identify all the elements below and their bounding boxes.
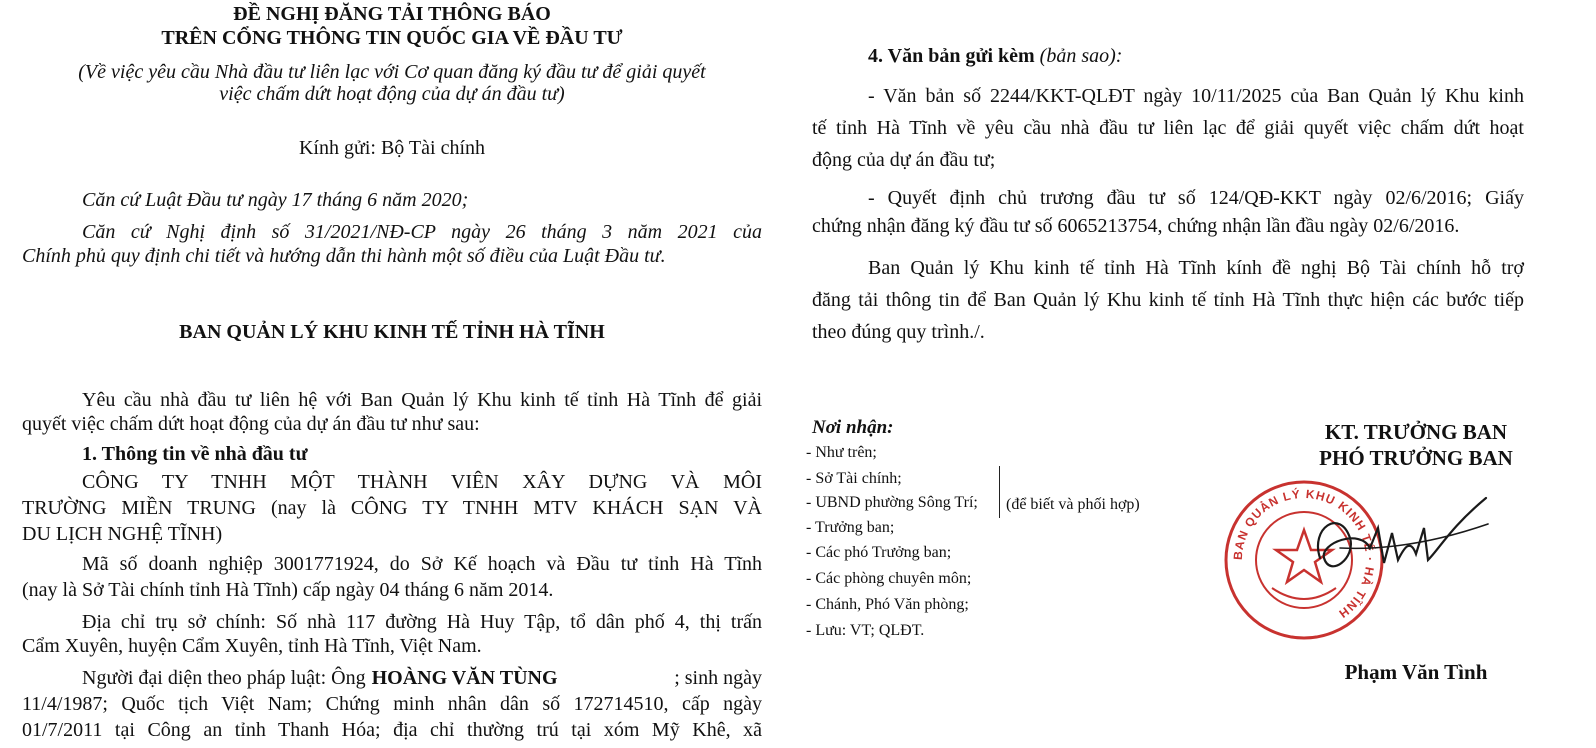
recipient-item: - Lưu: VT; QLĐT. bbox=[806, 622, 925, 639]
address-line-1: Địa chỉ trụ sở chính: Số nhà 117 đường Hà Huy Tập, tổ dân phố 4, thị trấn bbox=[82, 611, 762, 633]
recipient-item: - Như trên; bbox=[806, 444, 877, 461]
recipients-title: Nơi nhận: bbox=[812, 417, 894, 438]
company-line-1: CÔNG TY TNHH MỘT THÀNH VIÊN XÂY DỰNG VÀ MÔI bbox=[82, 471, 762, 493]
signature-title-2: PHÓ TRƯỞNG BAN bbox=[1319, 446, 1513, 470]
header-title-2: TRÊN CỔNG THÔNG TIN QUỐC GIA VỀ ĐẦU TƯ bbox=[161, 27, 623, 49]
representative-line-1 bbox=[82, 666, 762, 690]
bracket-note: (để biết và phối hợp) bbox=[1006, 496, 1140, 513]
intro-line-1: Yêu cầu nhà đầu tư liên hệ với Ban Quản lý Khu kinh tế tỉnh Hà Tĩnh để giải bbox=[82, 389, 762, 411]
handwritten-signature bbox=[1300, 488, 1490, 598]
subtitle-line-2: việc chấm dứt hoạt động của dự án đầu tư) bbox=[219, 83, 565, 105]
rep-suffix: ; sinh ngày bbox=[674, 667, 762, 689]
recipient-item: - Chánh, Phó Văn phòng; bbox=[806, 596, 969, 613]
attachment-2-line-1: - Quyết định chủ trương đầu tư số 124/QĐ-KKT ngày 02/6/2016; Giấy bbox=[868, 187, 1524, 209]
issuer-title: BAN QUẢN LÝ KHU KINH TẾ TỈNH HÀ TĨNH bbox=[179, 321, 605, 343]
header-title-1: ĐỀ NGHỊ ĐĂNG TẢI THÔNG BÁO bbox=[233, 3, 551, 25]
recipient-item: - Các phó Trưởng ban; bbox=[806, 544, 952, 561]
address-line-2: Cẩm Xuyên, huyện Cẩm Xuyên, tỉnh Hà Tĩnh, Việt Nam. bbox=[22, 635, 482, 657]
recipients-bracket bbox=[999, 466, 1006, 518]
rep-name: HOÀNG VĂN TÙNG bbox=[371, 667, 558, 689]
recipient-item: - Các phòng chuyên môn; bbox=[806, 570, 972, 587]
section-1-heading: 1. Thông tin về nhà đầu tư bbox=[82, 443, 308, 465]
request-line-1: Ban Quản lý Khu kinh tế tỉnh Hà Tĩnh kính đề nghị Bộ Tài chính hỗ trợ bbox=[868, 257, 1524, 279]
attachment-2-line-2: chứng nhận đăng ký đầu tư số 6065213754, chứng nhận lần đầu ngày 02/6/2016. bbox=[812, 215, 1460, 237]
subtitle-line-1: (Về việc yêu cầu Nhà đầu tư liên lạc với Cơ quan đăng ký đầu tư để giải quyết bbox=[78, 61, 706, 83]
attachment-1-line-2: tế tỉnh Hà Tĩnh về yêu cầu nhà đầu tư liên lạc để giải quyết việc chấm dứt hoạt bbox=[812, 117, 1524, 139]
request-line-3: theo đúng quy trình./. bbox=[812, 321, 985, 343]
intro-line-2: quyết việc chấm dứt hoạt động của dự án đầu tư như sau: bbox=[22, 413, 480, 435]
attachment-1-line-1: - Văn bản số 2244/KKT-QLĐT ngày 10/11/2025 của Ban Quản lý Khu kinh bbox=[868, 85, 1524, 107]
tax-line-1: Mã số doanh nghiệp 3001771924, do Sở Kế hoạch và Đầu tư tỉnh Hà Tĩnh bbox=[82, 553, 762, 575]
representative-line-3: 01/7/2011 tại Công an tỉnh Thanh Hóa; địa chỉ thường trú tại xóm Mỹ Khê, xã bbox=[22, 719, 762, 741]
signature-title-1: KT. TRƯỞNG BAN bbox=[1324, 420, 1508, 444]
recipient-item: - UBND phường Sông Trí; bbox=[806, 494, 978, 511]
company-line-3: DU LỊCH NGHỆ TĨNH) bbox=[22, 523, 223, 545]
signer-name: Phạm Văn Tình bbox=[1344, 660, 1488, 684]
request-line-2: đăng tải thông tin để Ban Quản lý Khu kinh tế tỉnh Hà Tĩnh thực hiện các bước tiếp bbox=[812, 289, 1524, 311]
rep-prefix: Người đại diện theo pháp luật: Ông bbox=[82, 667, 366, 689]
representative-line-2: 11/4/1987; Quốc tịch Việt Nam; Chứng minh nhân dân số 172714510, cấp ngày bbox=[22, 693, 762, 715]
legal-basis-2b: Chính phủ quy định chi tiết và hướng dẫn thi hành một số điều của Luật Đầu tư. bbox=[22, 245, 666, 267]
company-line-2: TRƯỜNG MIỀN TRUNG (nay là CÔNG TY TNHH MTV KHÁCH SẠN VÀ bbox=[22, 497, 762, 519]
tax-line-2: (nay là Sở Tài chính tỉnh Hà Tĩnh) cấp ngày 04 tháng 6 năm 2014. bbox=[22, 579, 554, 601]
section-4-heading bbox=[868, 44, 1122, 68]
section-4-label: 4. Văn bản gửi kèm bbox=[868, 45, 1040, 67]
recipient-item: - Sở Tài chính; bbox=[806, 470, 902, 487]
recipient-line: Kính gửi: Bộ Tài chính bbox=[298, 137, 485, 159]
recipient-item: - Trưởng ban; bbox=[806, 519, 895, 536]
legal-basis-1: Căn cứ Luật Đầu tư ngày 17 tháng 6 năm 2020; bbox=[82, 189, 469, 211]
legal-basis-2a: Căn cứ Nghị định số 31/2021/NĐ-CP ngày 26 tháng 3 năm 2021 của bbox=[82, 221, 762, 243]
attachment-1-line-3: động của dự án đầu tư; bbox=[812, 149, 996, 171]
section-4-note: (bản sao): bbox=[1039, 45, 1123, 67]
stamp-text: BAN QUẢN LÝ KHU KINH TẾ · HÀ TĨNH bbox=[1230, 486, 1378, 622]
